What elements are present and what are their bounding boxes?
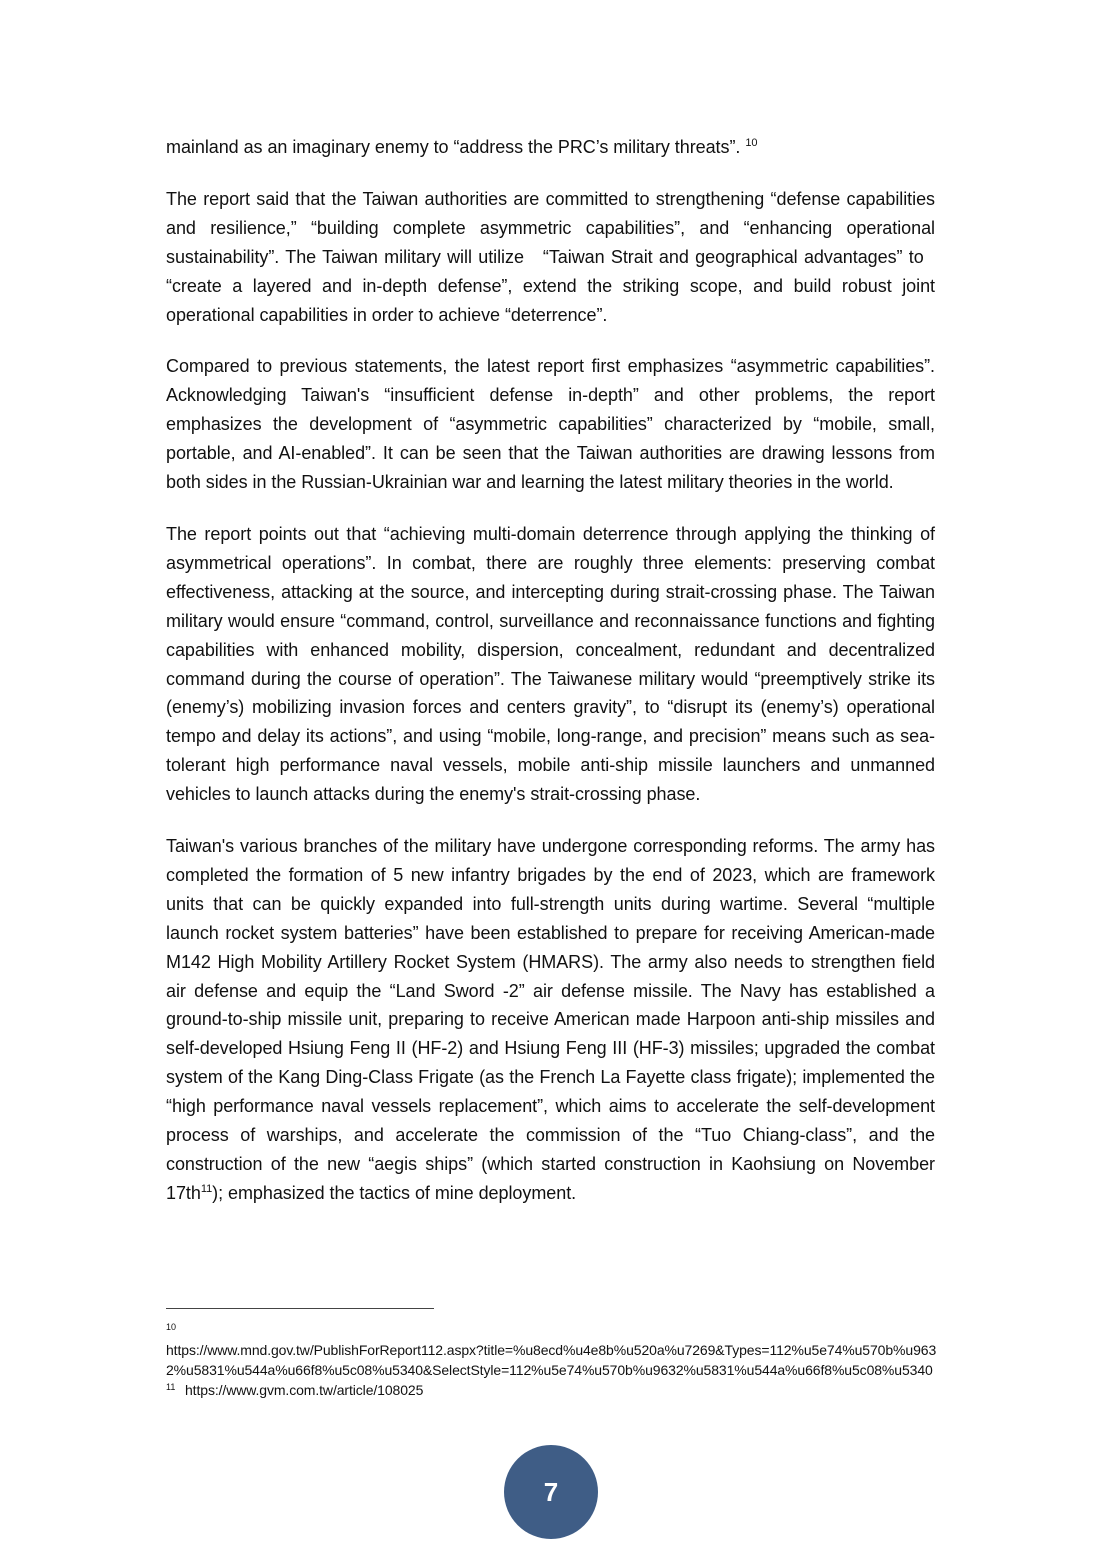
paragraph-3: Compared to previous statements, the latest report first emphasizes “asymmetric capabilities”. Acknowledging Taiwan's “insufficient defense in-depth” and other problems, the report emphasizes the development of “asymmetric capabilities” characterized by “mobile, small, portable, and AI-enabled”. It can be seen that the Taiwan authorities are drawing lessons from both sides in the Russian-Ukrainian war and learning the latest military theories in the world. — [166, 356, 935, 493]
paragraph-2: The report said that the Taiwan authorities are committed to strengthening “defense capabilities and resilience,” “building complete asymmetric capabilities”, and “enhancing operational sustainability”. The Taiwan military will utilize “Taiwan Strait and geographical advantages” to “create a layered and in-depth defense”, extend the striking scope, and build robust joint operational capabilities in order to achieve “deterrence”. — [166, 188, 935, 325]
page-number: 7 — [543, 1476, 559, 1507]
page-number-badge — [504, 1445, 598, 1539]
footnote-number-10: 10 — [166, 1322, 177, 1332]
paragraph-1: mainland as an imaginary enemy to “address the PRC’s military threats”. $^{10}$ — [166, 137, 758, 157]
body-text — [166, 133, 935, 1231]
paragraph-4: The report points out that “achieving multi-domain deterrence through applying the thinking of asymmetrical operations”. In combat, there are roughly three elements: preserving combat effectiveness, attacking at the source, and intercepting during strait-crossing phase. The Taiwan military would ensure “command, control, surveillance and reconnaissance functions and fighting capabilities with enhanced mobility, dispersion, concealment, redundant and decentralized command during the course of operation”. The Taiwanese military would “preemptively strike its (enemy’s) mobilizing invasion forces and centers gravity”, to “disrupt its (enemy’s) operational tempo and delay its actions”, and using “mobile, long-range, and precision” means such as sea-tolerant high performance naval vessels, mobile anti-ship missile launchers and unmanned vehicles to launch attacks during the enemy's strait-crossing phase. — [166, 523, 935, 805]
footnote-number-11: 11 — [166, 1382, 176, 1392]
paragraph-5: Taiwan's various branches of the military have undergone corresponding reforms. The army has completed the formation of 5 new infantry brigades by the end of 2023, which are framework units that can be quickly expanded into full-strength units during wartime. Several “multiple launch rocket system batteries” have been established to prepare for receiving American-made M142 High Mobility Artillery Rocket System (HMARS). The army also needs to strengthen field air defense and equip the “Land Sword -2” air defense missile. The Navy has established a ground-to-ship missile unit, preparing to receive American made Harpoon anti-ship missiles and self-developed Hsiung Feng II (HF-2) and Hsiung Feng III (HF-3) missiles; upgraded the combat system of the Kang Ding-Class Frigate (as the French La Fayette class frigate); implemented the “high performance naval vessels replacement”, which aims to accelerate the self-development process of warships, and accelerate the commission of the “Tuo Chiang-class”, and the construction of the new “aegis ships” (which started construction in Kaohsiung on November $17th^{11}$); emphasized the tactics of mine deployment. — [166, 836, 935, 1203]
footnote-ref-10[interactable]: 10 — [745, 137, 758, 149]
footnote-11 — [166, 1380, 938, 1400]
footnote-link-11[interactable]: https://www.gvm.com.tw/article/108025 — [185, 1382, 424, 1398]
footnote-ref-11[interactable]: 11 — [200, 1182, 213, 1195]
footnote-link-10[interactable]: https://www.mnd.gov.tw/PublishForReport112.aspx?title=%u8ecd%u4e8b%u520a%u7269&Types=112%u5e74%u570b%u9632%u5831%u544a%u66f8%u5c08%u5340&SelectStyle=112%u5e74%u570b%u9632%u5831%u544a%u66f8%u5c08%u5340 — [166, 1342, 937, 1378]
footnotes — [166, 1320, 938, 1400]
footnote-separator — [166, 1308, 434, 1309]
